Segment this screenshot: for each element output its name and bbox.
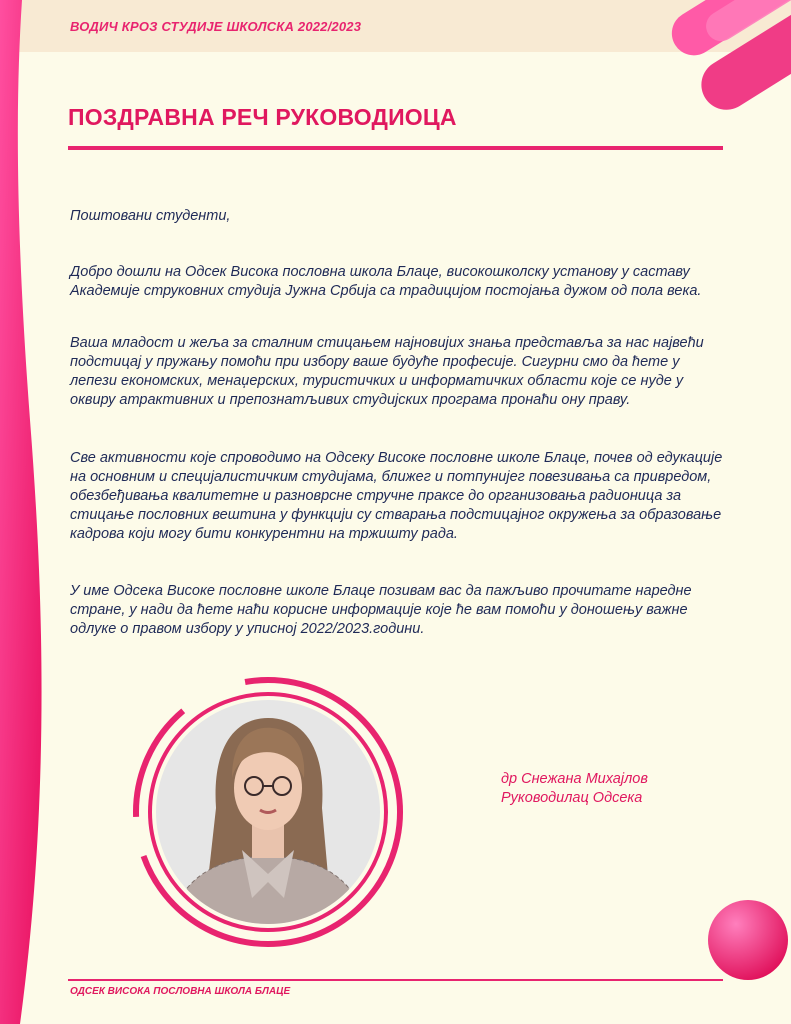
signature-block xyxy=(501,770,648,808)
greeting: Поштовани студенти, xyxy=(70,208,231,224)
running-header: ВОДИЧ КРОЗ СТУДИЈЕ ШКОЛСКА 2022/2023 xyxy=(70,19,362,34)
signature-role: Руководилац Одсека xyxy=(501,790,643,806)
footer-divider xyxy=(68,979,723,981)
paragraph-2: Ваша младост и жеља за сталним стицањем најновијих знања представља за нас највећи подстицај у пружању помоћи при избору ваше будуће професије. Сигурни смо да ћете у лепези економских, менаџерских, туристичких и информатичких области које се нуде у оквиру атрактивних и препознатљивих студијских програма пронаћи ону праву. xyxy=(70,335,704,408)
bottom-right-ball xyxy=(708,900,788,980)
left-pink-curve xyxy=(0,0,42,1024)
signature-name: др Снежана Михајлов xyxy=(501,771,648,787)
page-title: ПОЗДРАВНА РЕЧ РУКОВОДИОЦА xyxy=(68,104,457,130)
title-divider xyxy=(68,146,723,150)
paragraph-4: У име Одсека Високе пословне школе Блаце позивам вас да пажљиво прочитате наредне стране, у нади да ћете наћи корисне информације које ће вам помоћи у доношењу важне одлуке о правом избору у уписној 2022/2023.години. xyxy=(70,583,692,637)
footer-text: ОДСЕК ВИСОКА ПОСЛОВНА ШКОЛА БЛАЦЕ xyxy=(70,986,291,997)
paragraph-1: Добро дошли на Одсек Висока пословна школа Блаце, високошколску установу у саставу Академије струковних студија Јужна Србија са традицијом постојања дужом од пола века. xyxy=(70,264,702,299)
portrait-photo xyxy=(134,678,402,946)
paragraph-3: Све активности које спроводимо на Одсеку Високе пословне школе Блаце, почев од едукације на основним и специјалистичким студијама, ближег и потпунијег повезивања са привредом, обезбеђивања квалитетне и разноврсне стручне праксе до организовања радионица за стицање пословних вештина у функцији су стварања подстицајног окружења за образовање кадрова који могу бити конкурентни на тржишту рада. xyxy=(70,450,723,542)
